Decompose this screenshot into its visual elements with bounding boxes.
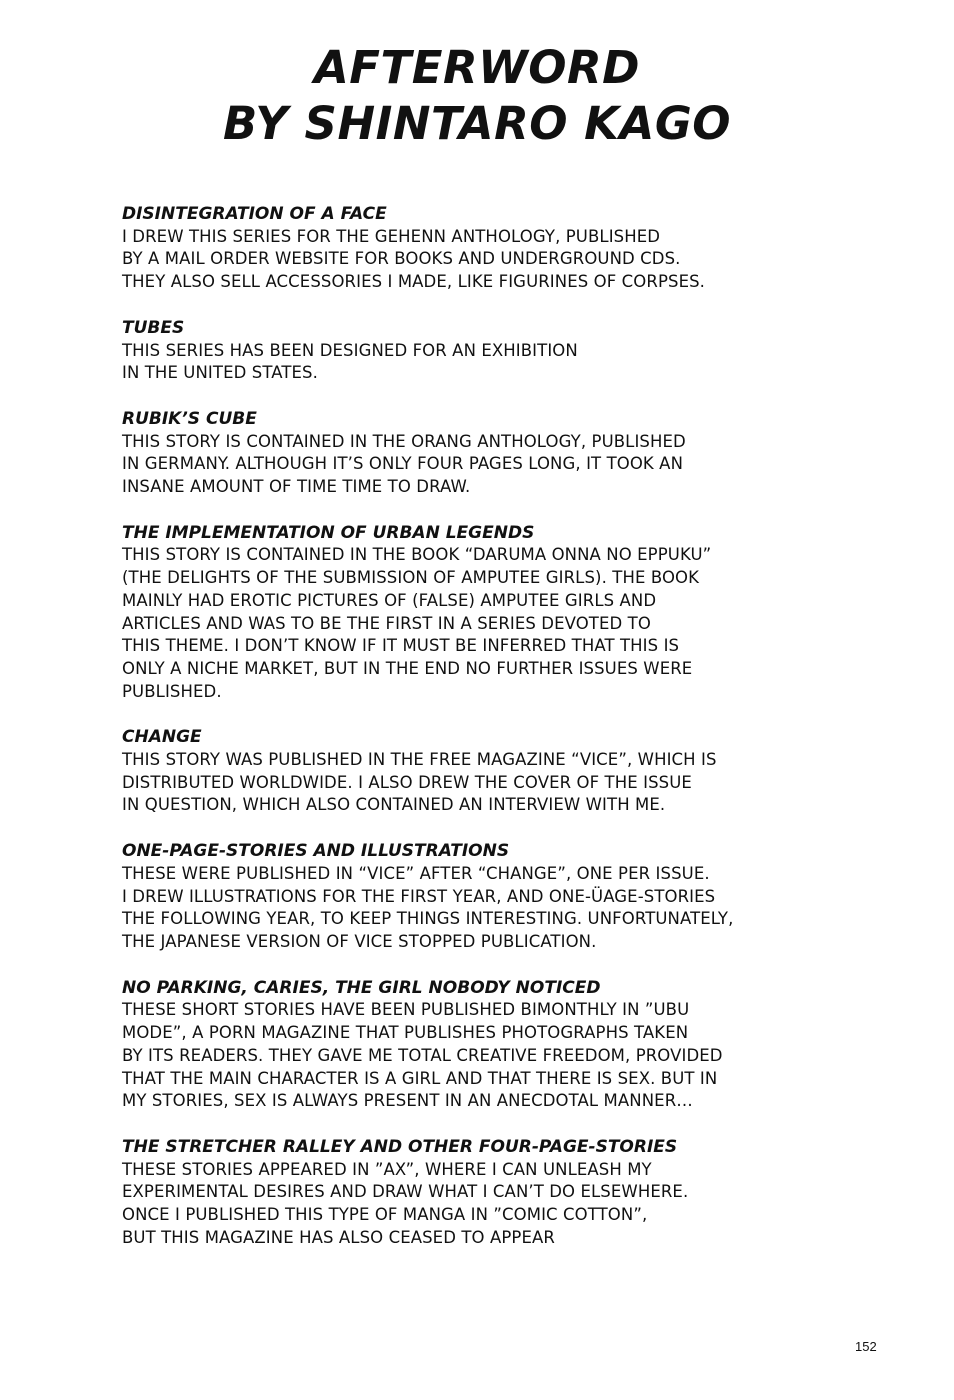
section-heading: NO PARKING, CARIES, THE GIRL NOBODY NOTICED	[122, 977, 601, 998]
section-tubes	[122, 317, 842, 385]
body-line: THIS THEME. I DON’T KNOW IF IT MUST BE INFERRED THAT THIS IS	[122, 636, 680, 656]
body-line: (THE DELIGHTS OF THE SUBMISSION OF AMPUTEE GIRLS). THE BOOK	[122, 568, 700, 588]
afterword-body	[122, 203, 842, 1272]
body-line: BUT THIS MAGAZINE HAS ALSO CEASED TO APPEAR	[122, 1227, 555, 1247]
section-disintegration-of-a-face	[122, 203, 842, 294]
body-line: I DREW THIS SERIES FOR THE GEHENN ANTHOLOGY, PUBLISHED	[122, 226, 661, 246]
body-line: IN QUESTION, WHICH ALSO CONTAINED AN INTERVIEW WITH ME.	[122, 795, 666, 815]
section-rubiks-cube	[122, 408, 842, 499]
body-line: EXPERIMENTAL DESIRES AND DRAW WHAT I CAN’T DO ELSEWHERE.	[122, 1182, 689, 1202]
body-line: THESE SHORT STORIES HAVE BEEN PUBLISHED BIMONTHLY IN ”UBU	[122, 1000, 690, 1020]
body-line: THIS SERIES HAS BEEN DESIGNED FOR AN EXHIBITION	[122, 340, 578, 360]
section-change	[122, 726, 842, 817]
body-line: DISTRIBUTED WORLDWIDE. I ALSO DREW THE COVER OF THE ISSUE	[122, 772, 692, 792]
body-line: MAINLY HAD EROTIC PICTURES OF (FALSE) AMPUTEE GIRLS AND	[122, 590, 657, 610]
page-title	[0, 40, 954, 152]
section-heading: THE STRETCHER RALLEY AND OTHER FOUR-PAGE-STORIES	[122, 1136, 678, 1157]
body-line: INSANE AMOUNT OF TIME TIME TO DRAW.	[122, 477, 471, 497]
body-line: IN GERMANY. ALTHOUGH IT’S ONLY FOUR PAGES LONG, IT TOOK AN	[122, 454, 684, 474]
body-line: BY ITS READERS. THEY GAVE ME TOTAL CREATIVE FREEDOM, PROVIDED	[122, 1045, 723, 1065]
section-heading: TUBES	[122, 317, 185, 338]
body-line: BY A MAIL ORDER WEBSITE FOR BOOKS AND UNDERGROUND CDS.	[122, 249, 681, 269]
section-heading: DISINTEGRATION OF A FACE	[122, 204, 387, 224]
title-line-1: AFTERWORD	[313, 41, 641, 94]
body-line: ONLY A NICHE MARKET, BUT IN THE END NO FURTHER ISSUES WERE	[122, 658, 693, 678]
page-number: 152	[855, 1339, 877, 1354]
body-line: PUBLISHED.	[122, 681, 222, 701]
section-heading: RUBIK’S CUBE	[122, 408, 257, 429]
section-heading: ONE-PAGE-STORIES AND ILLUSTRATIONS	[122, 841, 510, 862]
section-heading: CHANGE	[122, 727, 202, 748]
body-line: THEY ALSO SELL ACCESSORIES I MADE, LIKE FIGURINES OF CORPSES.	[122, 272, 706, 292]
body-line: ONCE I PUBLISHED THIS TYPE OF MANGA IN ”COMIC COTTON”,	[122, 1205, 648, 1225]
section-heading: THE IMPLEMENTATION OF URBAN LEGENDS	[122, 522, 535, 543]
body-line: ARTICLES AND WAS TO BE THE FIRST IN A SERIES DEVOTED TO	[122, 613, 651, 633]
section-no-parking	[122, 977, 842, 1113]
section-one-page-stories	[122, 840, 842, 954]
body-line: THESE WERE PUBLISHED IN “VICE” AFTER “CHANGE”, ONE PER ISSUE.	[122, 863, 710, 883]
body-line: THIS STORY IS CONTAINED IN THE BOOK “DARUMA ONNA NO EPPUKU”	[122, 545, 712, 565]
section-implementation-of-urban-legends	[122, 522, 842, 704]
body-line: THE FOLLOWING YEAR, TO KEEP THINGS INTERESTING. UNFORTUNATELY,	[122, 909, 734, 929]
body-line: THIS STORY IS CONTAINED IN THE ORANG ANTHOLOGY, PUBLISHED	[122, 431, 686, 451]
body-line: MODE”, A PORN MAGAZINE THAT PUBLISHES PHOTOGRAPHS TAKEN	[122, 1023, 689, 1043]
body-line: I DREW ILLUSTRATIONS FOR THE FIRST YEAR, AND ONE-ÜAGE-STORIES	[122, 886, 716, 906]
section-stretcher-ralley	[122, 1136, 842, 1250]
body-line: THESE STORIES APPEARED IN ”AX”, WHERE I CAN UNLEASH MY	[122, 1159, 652, 1179]
body-line: IN THE UNITED STATES.	[122, 363, 318, 383]
body-line: THAT THE MAIN CHARACTER IS A GIRL AND THAT THERE IS SEX. BUT IN	[122, 1068, 718, 1088]
body-line: THIS STORY WAS PUBLISHED IN THE FREE MAGAZINE “VICE”, WHICH IS	[122, 750, 717, 770]
body-line: MY STORIES, SEX IS ALWAYS PRESENT IN AN ANECDOTAL MANNER…	[122, 1091, 693, 1111]
body-line: THE JAPANESE VERSION OF VICE STOPPED PUBLICATION.	[122, 931, 597, 951]
title-line-2: BY SHINTARO KAGO	[222, 97, 732, 150]
